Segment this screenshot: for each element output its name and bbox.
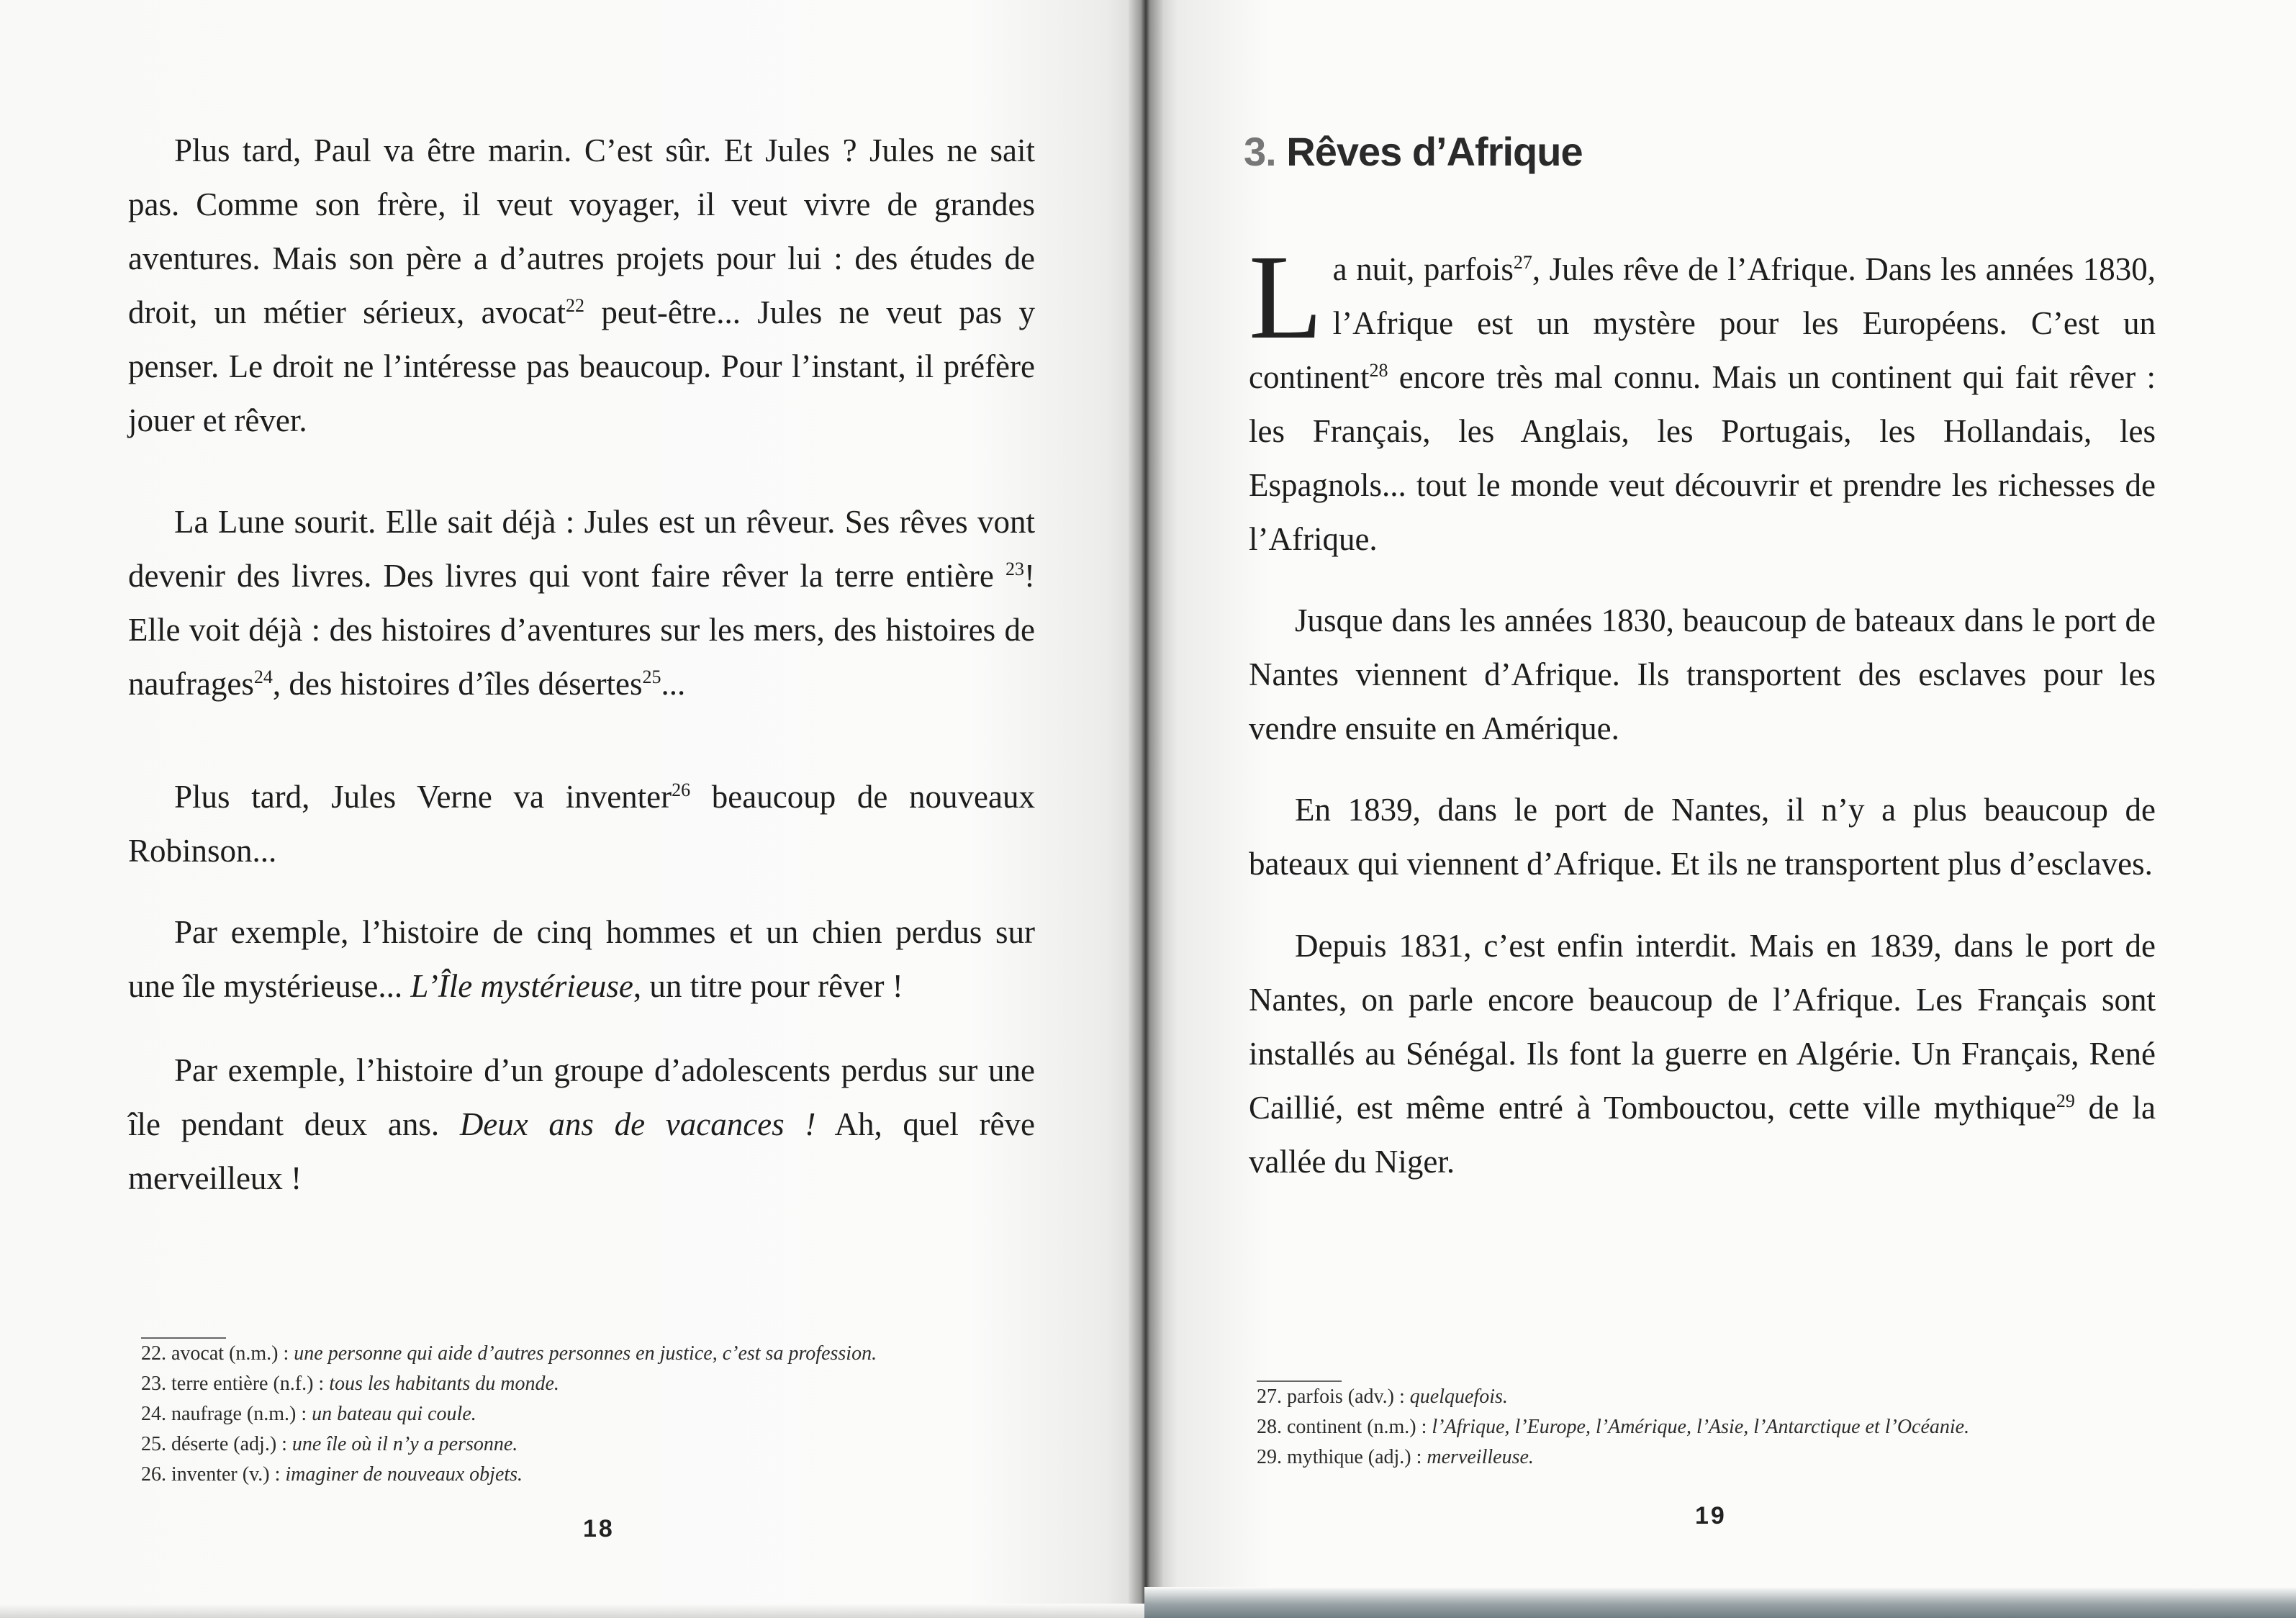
chapter-heading xyxy=(1244,128,1583,175)
paragraph-text: Ah, quel rêve merveilleux ! xyxy=(128,1106,1035,1196)
paragraph-text: ! Elle voit déjà : des histoires d’aventures sur les mers, des histoires de naufrages xyxy=(128,558,1035,702)
paragraph-text: Plus tard, Paul va être marin. C’est sûr. Et Jules ? Jules ne sait pas. Comme son frère, il veut voyager, il veut vivre de grandes aventures. Mais son père a d’autres projets pour lui : des études de droit, un métier sérieux, avocat xyxy=(128,132,1035,330)
footnote-item xyxy=(141,1460,877,1490)
paragraph-text: Jusque dans les années 1830, beaucoup de bateaux dans le port de Nantes viennent d’Afrique. Ils transportent des esclaves pour les vendre ensuite en Amérique. xyxy=(1249,602,2156,746)
page-bottom-edge xyxy=(1144,1587,2296,1618)
chapter-title: Rêves d’Afrique xyxy=(1286,129,1583,174)
paragraph-text: , des histoires d’îles désertes xyxy=(272,666,643,702)
paragraph-text: Par exemple, l’histoire de cinq hommes et un chien perdus sur une île mystérieuse... xyxy=(128,914,1035,1004)
book-title-italic: L’Île mystérieuse xyxy=(410,968,633,1004)
drop-cap: L xyxy=(1249,230,1323,364)
paragraph-text: peut-être... Jules ne veut pas y penser. Le droit ne l’intéresse pas beaucoup. Pour l’instant, il préfère jouer et rêver. xyxy=(128,294,1035,438)
book-spine-gutter xyxy=(1129,0,1163,1618)
footnote-definition: une personne qui aide d’autres personnes en justice, c’est sa profession. xyxy=(294,1342,877,1365)
footnote-definition: une île où il n’y a personne. xyxy=(291,1433,518,1455)
footnote-item xyxy=(141,1399,877,1429)
left-paragraph xyxy=(128,905,1035,1013)
paragraph-text: , un titre pour rêver ! xyxy=(633,968,903,1004)
footnote-item xyxy=(1257,1382,1969,1412)
paragraph-text: Par exemple, l’histoire d’un groupe d’adolescents perdus sur une île pendant deux ans. xyxy=(128,1052,1035,1142)
paragraph-text: , Jules rêve de l’Afrique. Dans les années 1830, l’Afrique est un mystère pour les Européens. C’est un continent xyxy=(1249,251,2156,395)
footnote-item xyxy=(141,1429,877,1460)
footnote-reference: 28 xyxy=(1369,360,1388,381)
right-paragraph xyxy=(1249,230,2156,566)
left-paragraph xyxy=(128,124,1035,448)
footnote-term: 23. terre entière (n.f.) : xyxy=(141,1373,330,1395)
book-title-italic: Deux ans de vacances ! xyxy=(459,1106,816,1142)
footnote-term: 29. mythique (adj.) : xyxy=(1257,1446,1427,1468)
left-paragraph xyxy=(128,495,1035,711)
footnote-item xyxy=(141,1369,877,1399)
footnote-term: 27. parfois (adv.) : xyxy=(1257,1386,1410,1408)
footnote-reference: 24 xyxy=(253,666,273,687)
right-paragraph xyxy=(1249,783,2156,891)
footnote-reference: 25 xyxy=(642,666,661,687)
paragraph-text: Plus tard, Jules Verne va inventer xyxy=(174,779,672,815)
paragraph-text: Depuis 1831, c’est enfin interdit. Mais en 1839, dans le port de Nantes, on parle encore beaucoup de l’Afrique. Les Français sont installés au Sénégal. Ils font la guerre en Algérie. Un Français, René Caillié, est même entré à Tombouctou, cette ville mythique xyxy=(1249,928,2156,1126)
footnote-definition: quelquefois. xyxy=(1409,1386,1508,1408)
paragraph-text: encore très mal connu. Mais un continent qui fait rêver : les Français, les Anglais, les Portugais, les Hollandais, les Espagnols... tout le monde veut découvrir et prendre les richesses de l’Afrique. xyxy=(1249,359,2156,557)
footnote-item xyxy=(141,1339,877,1369)
page-number: 19 xyxy=(1695,1502,1727,1529)
right-paragraph xyxy=(1249,919,2156,1189)
footnote-definition: l’Afrique, l’Europe, l’Amérique, l’Asie, l’Antarctique et l’Océanie. xyxy=(1432,1416,1970,1438)
footnote-term: 26. inventer (v.) : xyxy=(141,1463,286,1486)
footnote-item xyxy=(1257,1442,1969,1473)
right-paragraph xyxy=(1249,594,2156,756)
footnote-definition: merveilleuse. xyxy=(1427,1446,1534,1468)
paragraph-text: En 1839, dans le port de Nantes, il n’y a plus beaucoup de bateaux qui viennent d’Afrique. Et ils ne transportent plus d’esclaves. xyxy=(1249,792,2156,882)
paragraph-text: de la vallée du Niger. xyxy=(1249,1090,2156,1180)
footnote-term: 25. déserte (adj.) : xyxy=(141,1433,292,1455)
footnote-definition: un bateau qui coule. xyxy=(312,1403,476,1425)
footnote-reference: 23 xyxy=(1005,559,1024,579)
paragraph-text: beaucoup de nouveaux Robinson... xyxy=(128,779,1035,869)
footnote-term: 24. naufrage (n.m.) : xyxy=(141,1403,312,1425)
footnote-term: 28. continent (n.m.) : xyxy=(1257,1416,1432,1438)
footnote-reference: 26 xyxy=(672,779,691,800)
footnote-reference: 29 xyxy=(2056,1090,2075,1111)
left-paragraph xyxy=(128,770,1035,878)
footnote-reference: 22 xyxy=(566,295,585,316)
page-number: 18 xyxy=(583,1515,615,1542)
page-bottom-edge xyxy=(0,1604,1144,1618)
footnote-reference: 27 xyxy=(1513,252,1532,273)
left-footnotes xyxy=(141,1339,877,1490)
paragraph-text: ... xyxy=(661,666,686,702)
footnote-item xyxy=(1257,1412,1969,1442)
chapter-number: 3. xyxy=(1244,129,1276,174)
footnote-definition: imaginer de nouveaux objets. xyxy=(285,1463,523,1486)
left-paragraph xyxy=(128,1044,1035,1206)
right-footnotes xyxy=(1257,1382,1969,1473)
paragraph-text: La Lune sourit. Elle sait déjà : Jules est un rêveur. Ses rêves vont devenir des livres. Des livres qui vont faire rêver la terre entière xyxy=(128,504,1035,594)
footnote-definition: tous les habitants du monde. xyxy=(329,1373,559,1395)
paragraph-text: a nuit, parfois xyxy=(1332,251,1514,287)
footnote-term: 22. avocat (n.m.) : xyxy=(141,1342,294,1365)
